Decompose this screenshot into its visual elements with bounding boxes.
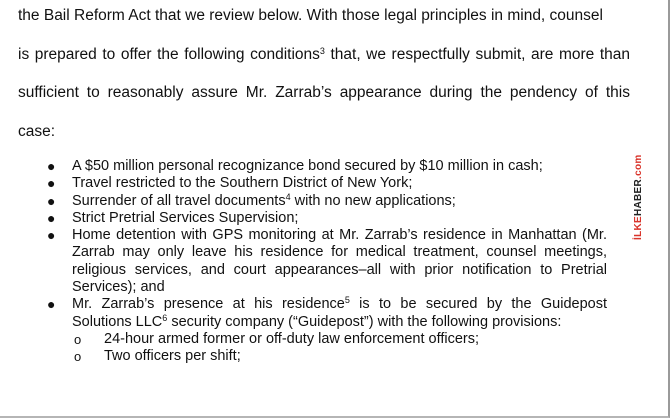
bullet-icon: ● [47, 175, 56, 192]
paragraph-line-1: the Bail Reform Act that we review below. With those legal principles in mind, counsel [18, 7, 603, 24]
footnote-marker-6: 6 [162, 312, 168, 323]
watermark [633, 156, 649, 240]
watermark-part-1: İLKE [633, 216, 644, 240]
paragraph-line-2 [18, 45, 630, 65]
condition-bond: A $50 million personal recognizance bond secured by $10 million in cash; [72, 158, 543, 174]
paragraph-line-2-rest: that, we respectfully submit, are more than [324, 46, 630, 63]
list-item [44, 227, 607, 296]
condition-supervision: Strict Pretrial Services Supervision; [72, 209, 299, 226]
watermark-part-2: HABER [633, 178, 644, 217]
footnote-marker-5: 5 [344, 295, 350, 306]
bullet-icon: ● [47, 209, 56, 226]
provision-two-officers: Two officers per shift; [104, 348, 241, 365]
condition-guidepost-rest: security company (“Guidepost”) with the following provisions: [167, 313, 562, 330]
watermark-part-3: .com [633, 154, 644, 179]
condition-guidepost [72, 296, 607, 331]
condition-home-detention: Home detention with GPS monitoring at Mr. Zarrab’s residence in Manhattan (Mr. Zarrab may only leave his residence for medical treatment, counsel meetings, religious services, and court appearances–all with prior notification to Pretrial Services); and [72, 227, 607, 296]
footnote-marker-3: 3 [319, 46, 325, 56]
paragraph-line-2-text: is prepared to offer the following conditions [18, 46, 320, 63]
condition-surrender-rest: with no new applications; [290, 192, 456, 209]
condition-surrender [72, 193, 456, 209]
paragraph-line-4: case: [18, 123, 56, 140]
circle-bullet-icon: o [74, 349, 82, 365]
condition-travel: Travel restricted to the Southern District of New York; [72, 175, 413, 192]
condition-guidepost-text: Mr. Zarrab’s presence at his residence [72, 296, 345, 313]
sub-list-item [44, 331, 607, 348]
list-item [44, 210, 607, 227]
condition-surrender-text: Surrender of all travel documents [72, 192, 286, 209]
conditions-list [44, 158, 607, 366]
bullet-icon: ● [47, 158, 56, 174]
list-item [44, 193, 607, 210]
list-item [44, 175, 607, 192]
provision-armed-officers: 24-hour armed former or off-duty law enforcement officers; [104, 330, 480, 347]
list-item [44, 158, 607, 175]
sub-list-item [44, 348, 607, 365]
condition-guidepost-mid: is to be secured by the Guidepost Solutions LLC [72, 296, 607, 330]
circle-bullet-icon: o [74, 331, 82, 347]
paragraph-line-3: sufficient to reasonably assure Mr. Zarrab’s appearance during the pendency of this [18, 84, 630, 101]
bullet-icon: ● [47, 227, 56, 244]
footnote-marker-4: 4 [285, 191, 291, 202]
bullet-icon: ● [47, 296, 56, 313]
bullet-icon: ● [47, 192, 56, 209]
list-item [44, 296, 607, 331]
